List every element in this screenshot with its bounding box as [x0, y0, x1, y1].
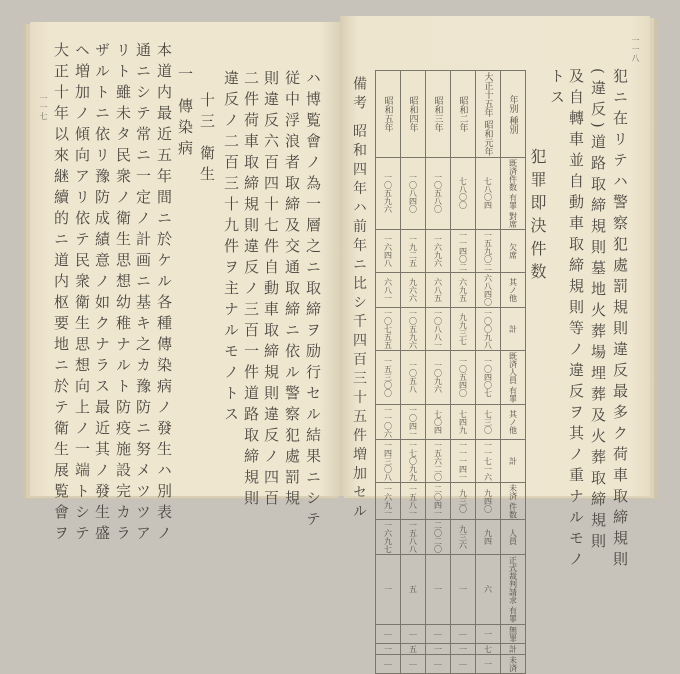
table-cell: 一一七一六: [476, 439, 501, 482]
table-cell: 一七〇九九: [401, 439, 426, 482]
year-column: [426, 71, 451, 674]
text-column: 大正十年以來継續的ニ道内枢要地ニ於テ衛生展覧會ヲ: [52, 42, 70, 546]
row-label: 無罪: [501, 624, 526, 643]
table-cell: 一六四八: [376, 229, 401, 272]
table-cell: 一〇八八一: [426, 307, 451, 350]
text-column: リト雖未タ民衆ノ衛生思想幼稚ナルト防疫施設完カラ: [114, 42, 132, 546]
table-cell: 九四〇: [476, 482, 501, 520]
table-cell: 一六九七: [376, 520, 401, 555]
subsection-heading: 一 傳染病: [176, 66, 194, 161]
table-cell: 二〇四一: [426, 482, 451, 520]
text-column: 犯ニ在リテハ警察犯處罰規則違反最多ク荷車取締規則: [611, 68, 629, 572]
table-cell: 九九三七: [451, 307, 476, 350]
text-column: 従中浮浪者取締及交通取締ニ依ル警察犯處罰規: [283, 70, 301, 511]
table-cell: ｜: [376, 624, 401, 643]
row-label: 計: [501, 307, 526, 350]
text-column: トス: [548, 68, 566, 110]
year-header: 大正十五年 昭和元年: [476, 71, 501, 158]
text-column: 二件荷車取締規則違反ノ三百一件道路取締規則: [242, 70, 260, 511]
table-cell: 一五九〇二: [476, 229, 501, 272]
table-cell: 一〇五八〇: [426, 157, 451, 229]
year-header: 昭和二年: [451, 71, 476, 158]
table-cell: 一: [376, 643, 401, 654]
page-number: 一一七: [39, 94, 48, 121]
row-label: 其ノ他: [501, 272, 526, 307]
table-cell: 一: [426, 555, 451, 625]
table-cell: 一: [476, 624, 501, 643]
table-cell: 一〇五九六: [401, 307, 426, 350]
section-heading: 十三 衛生: [198, 92, 216, 187]
table-cell: ｜: [451, 624, 476, 643]
table-cell: 五: [401, 555, 426, 625]
table-cell: 一六九一: [376, 482, 401, 520]
table-cell: 一五八一: [401, 482, 426, 520]
table-cell: 一〇五四〇: [451, 350, 476, 404]
year-header: 昭和四年: [401, 71, 426, 158]
table-cell: 一: [451, 643, 476, 654]
row-label: 欠席: [501, 229, 526, 272]
table-cell: 七三〇: [476, 404, 501, 439]
year-header: 昭和五年: [376, 71, 401, 158]
table-cell: 六八四〇: [476, 272, 501, 307]
remark-note: 備考 昭和四年ハ前年ニ比シ千四百三十五件増加セル: [351, 76, 367, 523]
table-cell: ｜: [451, 654, 476, 673]
row-label-column: [501, 71, 526, 674]
table-cell: 一〇五八: [401, 350, 426, 404]
table-cell: ｜: [401, 654, 426, 673]
table-cell: 一: [451, 555, 476, 625]
right-page: [340, 16, 650, 672]
text-column: ハ博覧會ノ為一層之ニ取締ヲ励行セル結果ニシテ: [304, 70, 322, 532]
table-cell: 一〇四〇七: [476, 350, 501, 404]
row-label: 計: [501, 439, 526, 482]
table-cell: 五: [401, 643, 426, 654]
table-cell: 一: [426, 643, 451, 654]
table-cell: 六八五: [426, 272, 451, 307]
year-column: [476, 71, 501, 674]
row-label: 既済件数 有罪 對席: [501, 157, 526, 229]
table-cell: 一九二五: [401, 229, 426, 272]
table-cell: 二〇二〇: [426, 520, 451, 555]
page-number: 一一八: [631, 36, 640, 63]
table-cell: 九三〇: [451, 482, 476, 520]
table-cell: 七: [476, 643, 501, 654]
table-cell: 一一〇六: [376, 404, 401, 439]
year-column: [376, 71, 401, 674]
text-column: 違反ノ二百三十九件ヲ主ナルモノトス: [222, 70, 240, 427]
table-cell: 六九五: [451, 272, 476, 307]
row-label: 人員: [501, 520, 526, 555]
text-column: ヘ増加ノ傾向アリ依テ民衆衛生思想向上ノ一端トシテ: [73, 42, 91, 546]
table-cell: 七四九: [451, 404, 476, 439]
text-column: 本道内最近五年間ニ於ケル各種傳染病ノ發生ハ別表ノ: [155, 42, 173, 546]
table-cell: ｜: [426, 654, 451, 673]
row-label: 計: [501, 643, 526, 654]
table-title: 犯罪即決件数: [528, 148, 547, 286]
table-cell: 一〇〇九八: [476, 307, 501, 350]
table-cell: 六八一: [376, 272, 401, 307]
table-cell: 一〇五九六: [376, 157, 401, 229]
table-cell: 一六九六: [426, 229, 451, 272]
text-column: 通ニシテ常ニ一定ノ計画ニ基キ之カ豫防ニ努メツツア: [134, 42, 152, 546]
table-cell: 七八〇四: [476, 157, 501, 229]
table-cell: 一〇四一: [401, 404, 426, 439]
table-cell: 一〇八四〇: [401, 157, 426, 229]
table-cell: 一一一四一: [451, 439, 476, 482]
table-cell: 一五八八: [401, 520, 426, 555]
table-cell: ｜: [401, 624, 426, 643]
table-cell: 七八〇〇: [451, 157, 476, 229]
text-column: (違反)道路取締規則墓地火葬場埋葬及火葬取締規則: [589, 68, 607, 554]
year-column: [451, 71, 476, 674]
text-column: ザルトニ依リ豫防成績意ノ如クナラス最近其ノ發生盛: [93, 42, 111, 546]
text-column: 則違反六百四十七件自動車取締規則違反ノ四百: [262, 70, 280, 511]
left-page: [30, 22, 342, 546]
table-cell: 一〇九六: [426, 350, 451, 404]
crime-summary-table: [375, 70, 526, 674]
table-cell: 九三六: [451, 520, 476, 555]
table-cell: 一一四〇二: [451, 229, 476, 272]
table-cell: 九六六: [401, 272, 426, 307]
table-cell: 一五三〇〇: [376, 350, 401, 404]
row-label: 未済: [501, 654, 526, 673]
table-cell: 九四: [476, 520, 501, 555]
row-label: 既済人員 有罪: [501, 350, 526, 404]
table-cell: 一: [476, 654, 501, 673]
table-cell: 一五六二〇: [426, 439, 451, 482]
year-header: 昭和三年: [426, 71, 451, 158]
table-cell: 一: [376, 555, 401, 625]
year-column: [401, 71, 426, 674]
table-cell: 七〇四: [426, 404, 451, 439]
text-column: 及自轉車並自動車取締規則等ノ違反ヲ其ノ重ナルモノ: [567, 68, 585, 572]
table-cell: ｜: [376, 654, 401, 673]
table-cell: ｜: [426, 624, 451, 643]
table-cell: 六: [476, 555, 501, 625]
table-cell: 一四三〇八: [376, 439, 401, 482]
table-header-cell: 年別 種別: [501, 71, 526, 158]
row-label: 未済 件数: [501, 482, 526, 520]
table-cell: 一〇七五五: [376, 307, 401, 350]
row-label: 正式裁判請求 有罪: [501, 555, 526, 625]
row-label: 其ノ他: [501, 404, 526, 439]
